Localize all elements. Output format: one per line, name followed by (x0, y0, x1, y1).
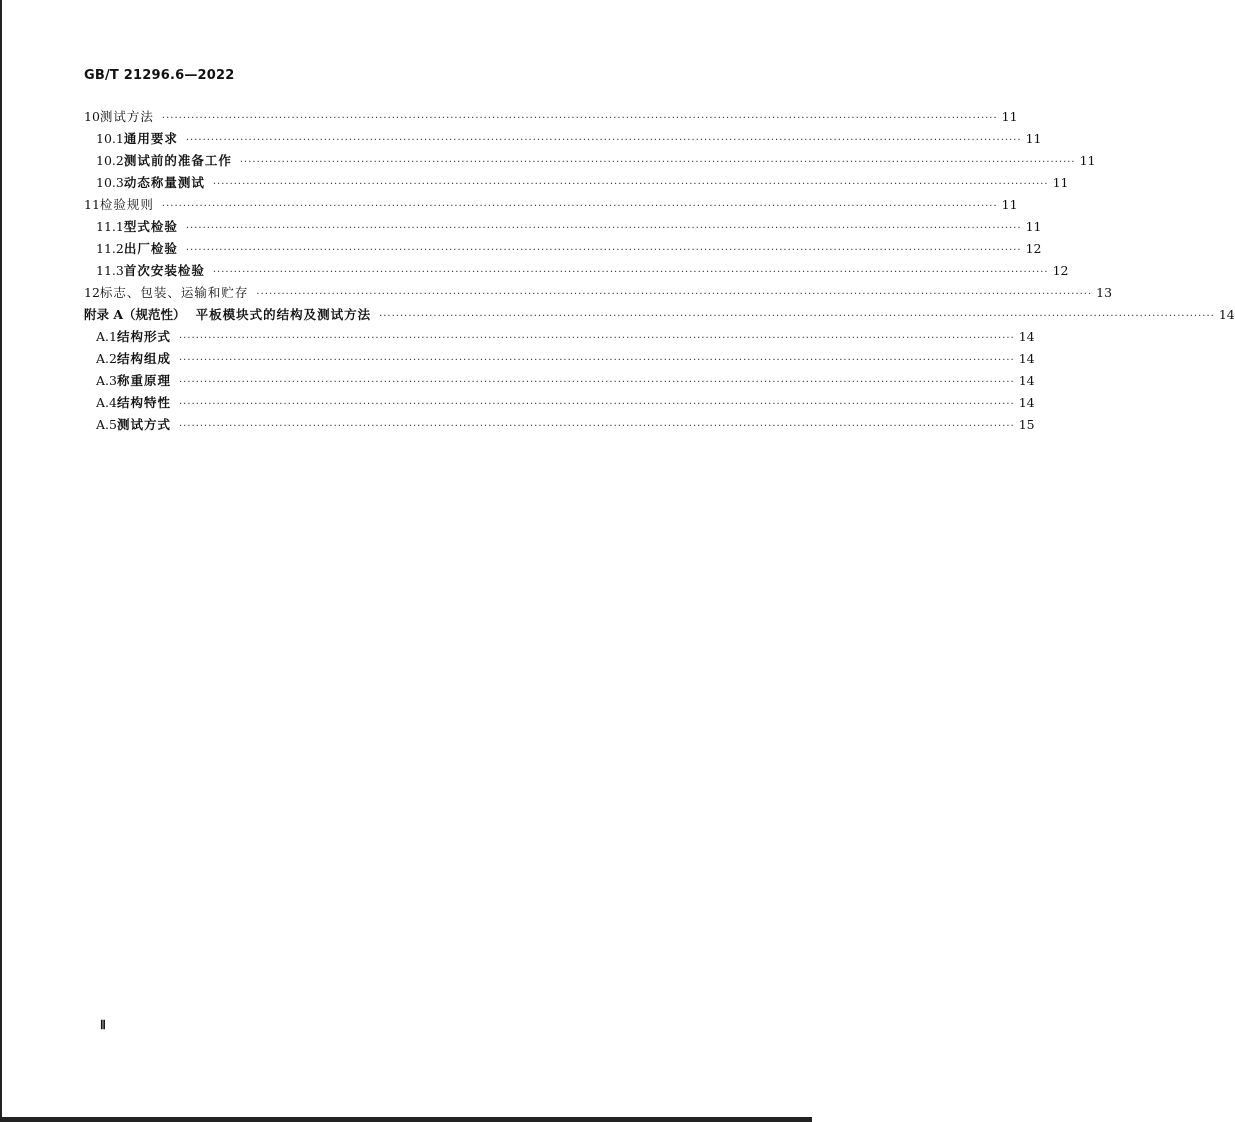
dot-leader: ········································································································································································································ (239, 157, 1076, 168)
toc-entry-number: A.3 (96, 373, 117, 388)
toc-entry-number: 附录 A（规范性） (84, 307, 186, 322)
toc-entry-title: 首次安装检验 (123, 263, 205, 278)
bottom-border-line (0, 1117, 812, 1122)
toc-entry-page: 14 (1018, 373, 1035, 388)
toc-entry-page: 14 (1218, 307, 1235, 322)
dot-leader: ········································································································································································································ (379, 311, 1215, 322)
toc-entry-number: 10 (84, 109, 100, 124)
toc-entry-page: 12 (1052, 263, 1069, 278)
table-of-contents (84, 106, 1235, 436)
toc-entry-number: 10.3 (96, 175, 124, 190)
toc-entry-number: A.5 (96, 417, 117, 432)
toc-entry-number: A.2 (96, 351, 117, 366)
toc-entry-number: 11.3 (96, 263, 124, 278)
toc-entry[interactable] (84, 194, 1018, 216)
dot-leader: ········································································································································································································ (161, 201, 998, 212)
toc-entry-number: 10.2 (96, 153, 124, 168)
toc-entry-page: 11 (1001, 197, 1018, 212)
toc-entry[interactable] (84, 106, 1018, 128)
toc-entry-title: 结构组成 (116, 351, 171, 366)
toc-entry-title: 结构形式 (116, 329, 171, 344)
dot-leader: ········································································································································································································ (185, 223, 1022, 234)
toc-entry-title: 测试方式 (116, 417, 171, 432)
toc-entry-page: 11 (1025, 131, 1042, 146)
toc-entry-number: A.1 (96, 329, 117, 344)
dot-leader: ········································································································································································································ (161, 113, 998, 124)
dot-leader: ········································································································································································································ (178, 333, 1015, 344)
toc-entry-page: 11 (1079, 153, 1096, 168)
toc-entry-page: 11 (1001, 109, 1018, 124)
toc-entry-page: 15 (1018, 417, 1035, 432)
toc-entry[interactable] (84, 260, 1069, 282)
toc-entry-number: 10.1 (96, 131, 124, 146)
toc-entry-number: 12 (84, 285, 100, 300)
toc-entry-page: 11 (1025, 219, 1042, 234)
toc-entry-number: 11.1 (96, 219, 124, 234)
toc-entry-title: 型式检验 (123, 219, 178, 234)
toc-entry[interactable] (84, 216, 1042, 238)
toc-entry[interactable] (84, 326, 1035, 348)
toc-entry-title: 检验规则 (99, 197, 154, 212)
dot-leader: ········································································································································································································ (178, 355, 1015, 366)
toc-entry-title: 动态称量测试 (123, 175, 205, 190)
document-code: GB/T 21296.6—2022 (84, 68, 235, 83)
toc-entry[interactable] (84, 282, 1113, 304)
dot-leader: ········································································································································································································ (212, 179, 1049, 190)
toc-entry-number: 11 (84, 197, 100, 212)
page-number: Ⅱ (100, 1018, 106, 1032)
toc-entry-page: 13 (1096, 285, 1113, 300)
toc-entry[interactable] (84, 150, 1096, 172)
toc-entry[interactable] (84, 238, 1042, 260)
dot-leader: ········································································································································································································ (212, 267, 1049, 278)
toc-entry-page: 14 (1018, 329, 1035, 344)
toc-entry-page: 14 (1018, 395, 1035, 410)
toc-entry-title: 测试方法 (99, 109, 154, 124)
toc-entry[interactable] (84, 348, 1035, 370)
toc-entry[interactable] (84, 414, 1035, 436)
dot-leader: ········································································································································································································ (256, 289, 1093, 300)
toc-entry[interactable] (84, 370, 1035, 392)
toc-entry[interactable] (84, 128, 1042, 150)
toc-entry-title: 平板模块式的结构及测试方法 (195, 307, 372, 322)
toc-entry-number: A.4 (96, 395, 117, 410)
toc-entry-page: 12 (1025, 241, 1042, 256)
toc-entry-title: 结构特性 (116, 395, 171, 410)
toc-entry-page: 14 (1018, 351, 1035, 366)
toc-entry-title: 标志、包装、运输和贮存 (99, 285, 249, 300)
dot-leader: ········································································································································································································ (185, 245, 1022, 256)
toc-entry[interactable] (84, 392, 1035, 414)
toc-entry[interactable] (84, 304, 1235, 326)
toc-entry-title: 通用要求 (123, 131, 178, 146)
toc-entry-page: 11 (1052, 175, 1069, 190)
dot-leader: ········································································································································································································ (178, 377, 1015, 388)
toc-entry[interactable] (84, 172, 1069, 194)
toc-entry-number: 11.2 (96, 241, 124, 256)
toc-entry-title: 出厂检验 (123, 241, 178, 256)
toc-entry-title: 称重原理 (116, 373, 171, 388)
toc-entry-title: 测试前的准备工作 (123, 153, 232, 168)
dot-leader: ········································································································································································································ (185, 135, 1022, 146)
dot-leader: ········································································································································································································ (178, 421, 1015, 432)
dot-leader: ········································································································································································································ (178, 399, 1015, 410)
left-border-line (0, 0, 2, 1122)
